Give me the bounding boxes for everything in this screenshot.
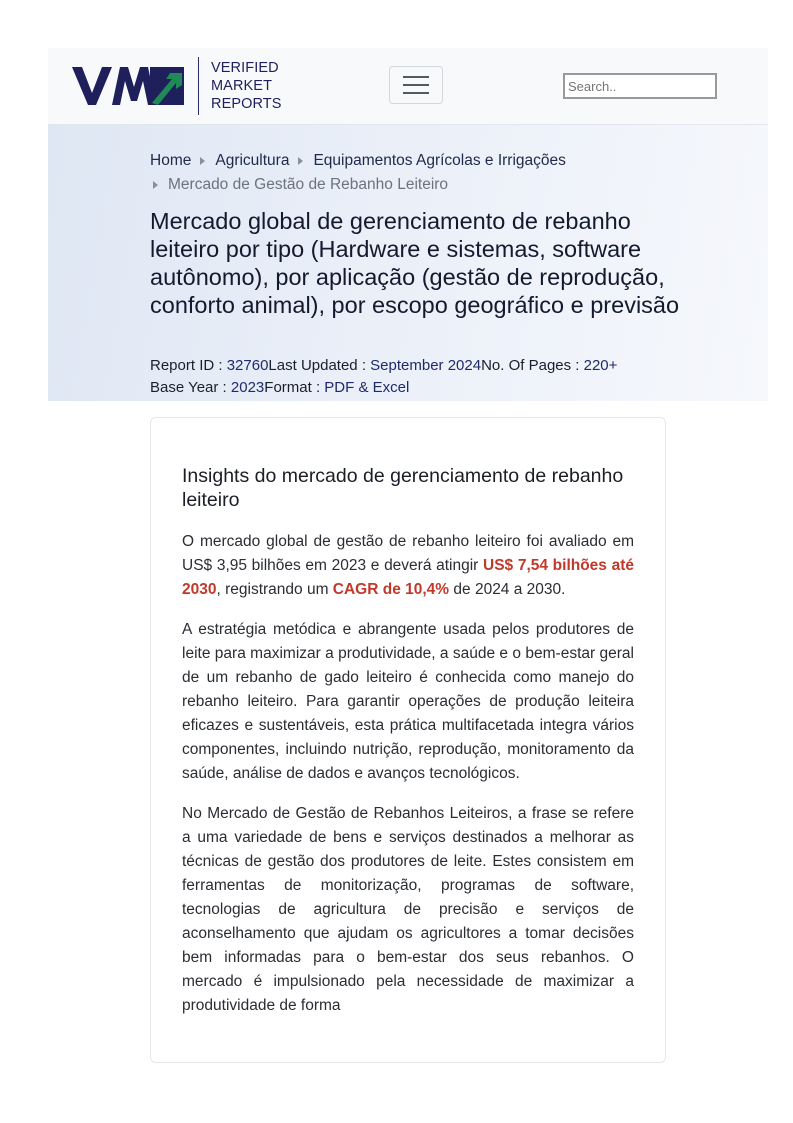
cagr-highlight: CAGR de 10,4% bbox=[332, 581, 450, 598]
updated-value: September 2024 bbox=[370, 357, 482, 374]
menu-bar bbox=[403, 76, 429, 78]
base-year-value: 2023 bbox=[230, 379, 265, 396]
p1-text-c: de 2024 a 2030. bbox=[449, 581, 566, 598]
format-label: Format : bbox=[264, 379, 325, 396]
meta-line-2 bbox=[150, 377, 710, 399]
vmr-logo-icon bbox=[72, 67, 184, 105]
menu-bar bbox=[403, 84, 429, 86]
format-value: PDF & Excel bbox=[324, 379, 410, 396]
pages-label: No. Of Pages : bbox=[481, 357, 584, 374]
breadcrumb-line-1 bbox=[150, 149, 690, 173]
page-title: Mercado global de gerenciamento de rebanho leiteiro por tipo (Hardware e sistemas, software autônomo), por aplicação (gestão de reprodução, conforto animal), por escopo geográfico e previsão bbox=[150, 208, 680, 318]
search-input[interactable] bbox=[563, 73, 717, 99]
chevron-right-icon bbox=[298, 157, 303, 165]
report-hero bbox=[48, 125, 768, 401]
logo-wordmark bbox=[211, 59, 282, 113]
breadcrumb-current: Mercado de Gestão de Rebanho Leiteiro bbox=[168, 176, 449, 193]
site-header bbox=[48, 48, 768, 125]
chevron-right-icon bbox=[153, 181, 158, 189]
logo-line-3: REPORTS bbox=[211, 96, 282, 112]
p1-text-b: , registrando um bbox=[216, 581, 333, 598]
breadcrumb-agricultura[interactable]: Agricultura bbox=[215, 152, 290, 169]
breadcrumb bbox=[150, 149, 690, 197]
breadcrumb-equipamentos[interactable]: Equipamentos Agrícolas e Irrigações bbox=[313, 152, 566, 169]
p1-text-a: O mercado global de gestão de rebanho leiteiro foi avaliado em US$ 3,95 bilhões em 2023 e deverá atingir bbox=[182, 533, 634, 574]
report-id-label: Report ID : bbox=[150, 357, 227, 374]
hamburger-menu-icon[interactable] bbox=[389, 66, 443, 104]
breadcrumb-home[interactable]: Home bbox=[150, 152, 192, 169]
report-id-value: 32760 bbox=[226, 357, 269, 374]
chevron-right-icon bbox=[200, 157, 205, 165]
insights-paragraph-3: No Mercado de Gestão de Rebanhos Leiteiros, a frase se refere a uma variedade de bens e serviços destinados a melhorar as técnicas de gestão dos produtores de leite. Estes consistem em ferramentas de monitorização, programas de software, tecnologias de agricultura de precisão e serviços de aconselhamento que ajudam os agricultores a tomar decisões bem informadas para o bem-estar dos seus rebanhos. O mercado é impulsionado pela necessidade de maximizar a produtividade de forma bbox=[182, 805, 634, 1014]
breadcrumb-line-2 bbox=[150, 173, 690, 197]
updated-label: Last Updated : bbox=[268, 357, 371, 374]
insights-paragraph-2: A estratégia metódica e abrangente usada pelos produtores de leite para maximizar a produtividade, a saúde e o bem-estar geral de um rebanho de gado leiteiro é conhecida como manejo do rebanho leiteiro. Para garantir operações de produção leiteira eficazes e sustentáveis, esta prática multifacetada integra vários componentes, incluindo nutrição, reprodução, monitoramento da saúde, análise de dados e avanços tecnológicos. bbox=[182, 621, 634, 782]
pages-value: 220+ bbox=[583, 357, 618, 374]
logo-line-2: MARKET bbox=[211, 78, 273, 94]
base-year-label: Base Year : bbox=[150, 379, 231, 396]
insights-card bbox=[150, 417, 666, 1063]
insights-heading: Insights do mercado de gerenciamento de rebanho leiteiro bbox=[182, 465, 624, 511]
logo-divider bbox=[198, 57, 199, 115]
brand-logo[interactable] bbox=[72, 57, 282, 115]
logo-line-1: VERIFIED bbox=[211, 60, 279, 76]
insights-paragraph-1 bbox=[182, 530, 634, 602]
page bbox=[48, 48, 768, 1014]
market-value-highlight: US$ 7,54 bilhões até 2030 bbox=[182, 557, 634, 598]
menu-bar bbox=[403, 92, 429, 94]
report-meta bbox=[150, 355, 710, 399]
meta-line-1 bbox=[150, 355, 710, 377]
